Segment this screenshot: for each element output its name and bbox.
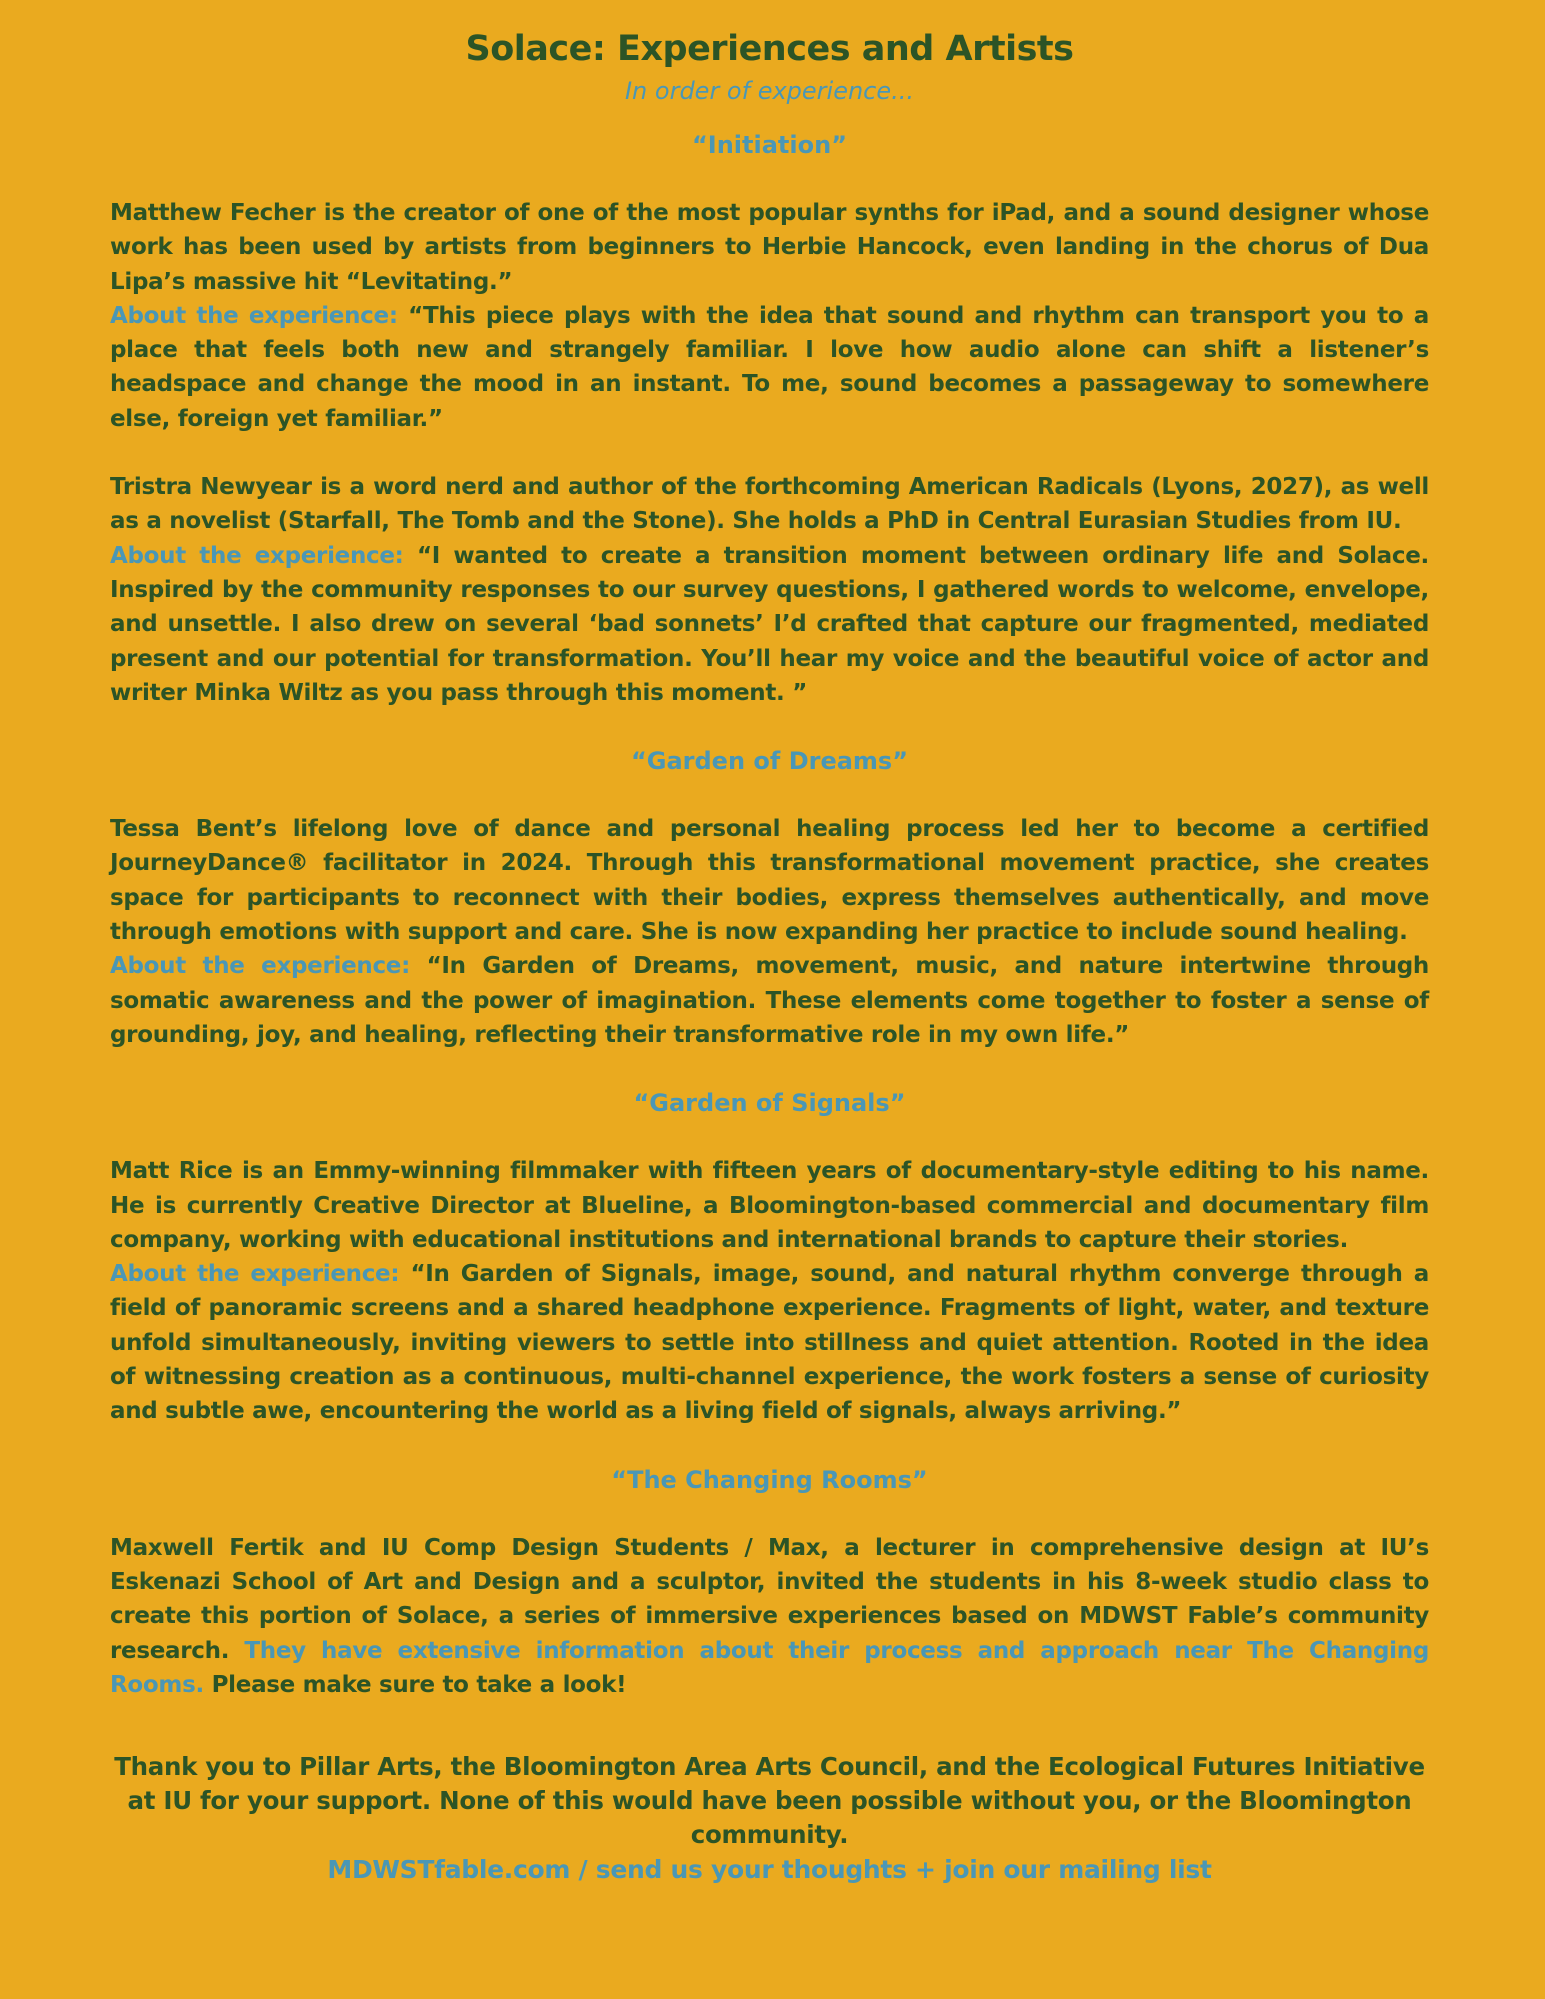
artist-bio-matt-rice (110, 1154, 1429, 1257)
artist-experience-matt-rice (110, 1257, 1429, 1428)
section-heading-initiation: “Initiation” (692, 131, 847, 159)
artist-experience-tristra-newyear (110, 539, 1429, 710)
artist-experience-tessa-bent (110, 949, 1429, 1052)
section-heading-garden-of-signals: “Garden of Signals” (633, 1089, 906, 1118)
bio-tail: Please make sure to take a look! (211, 1671, 627, 1698)
section-heading-changing-rooms: “The Changing Rooms” (611, 1465, 928, 1494)
experience-quote: “This piece plays with the idea that sound and rhythm can transport you to a place that feels both new and strangely familiar. I love how audio alone can shift a listener’s headspace and change the mood in an instant. To me, sound becomes a passageway to somewhere else, foreign yet familiar.” (110, 302, 1429, 432)
website-link[interactable]: MDWSTfable.com / send us your thoughts + join our mailing list (327, 1855, 1212, 1885)
changing-rooms-info-link: They have extensive information about their process and approach near The Changing Rooms. (110, 1637, 1429, 1698)
thanks-message: Thank you to Pillar Arts, the Bloomington Area Arts Council, and the Ecological Futures Initiative at IU for your support. None of this would have been possible without you, or the Bloomington community. (114, 1752, 1425, 1850)
artist-bio-tessa-bent (110, 812, 1429, 949)
experience-quote: “In Garden of Dreams, movement, music, and nature intertwine through somatic awareness and the power of imagination. These elements come together to foster a sense of grounding, joy, and healing, reflecting their transformative role in my own life.” (110, 953, 1430, 1048)
bio-text: Tristra Newyear is a word nerd and author of the forthcoming American Radicals (Lyons, 2027), as well as a novelist (Starfall, The Tomb and the Stone). She holds a PhD in Central Eurasian Studies from IU. (110, 474, 1429, 535)
section-heading-garden-of-dreams: “Garden of Dreams” (631, 747, 908, 776)
page-subtitle: In order of experience... (624, 77, 915, 105)
bio-text: Maxwell Fertik and IU Comp Design Students / Max, a lecturer in comprehensive design at IU’s Eskenazi School of Art and Design and a sculptor, invited the students in his 8-week studio class to create this portion of Solace, a series of immersive experiences based on MDWST Fable’s community research. (110, 1534, 1429, 1664)
about-experience-label: About the experience: (110, 953, 410, 980)
about-experience-label: About the experience: (110, 302, 398, 329)
page-title: Solace: Experiences and Artists (465, 29, 1074, 69)
bio-text: Matthew Fecher is the creator of one of the most popular synths for iPad, and a sound designer whose work has been used by artists from beginners to Herbie Hancock, even landing in the chorus of Dua Lipa’s massive hit “Levitating.” (110, 200, 1429, 295)
artist-bio-maxwell-fertik (110, 1531, 1429, 1702)
bio-text: Matt Rice is an Emmy-winning filmmaker with fifteen years of documentary-style editing to his name. He is currently Creative Director at Blueline, a Bloomington-based commercial and documentary film company, working with educational institutions and international brands to capture their stories. (110, 1158, 1429, 1253)
experience-quote: “I wanted to create a transition moment between ordinary life and Solace. Inspired by the community responses to our survey questions, I gathered words to welcome, envelope, and unsettle. I also drew on several ‘bad sonnets’ I’d crafted that capture our fragmented, mediated present and our potential for transformation. You’ll hear my voice and the beautiful voice of actor and writer Minka Wiltz as you pass through this moment. ” (110, 542, 1429, 706)
artist-experience-matthew-fecher (110, 299, 1429, 436)
about-experience-label: About the experience: (110, 542, 404, 569)
artist-bio-tristra-newyear (110, 470, 1429, 539)
artist-bio-matthew-fecher (110, 196, 1429, 299)
bio-text: Tessa Bent’s lifelong love of dance and personal healing process led her to become a certified JourneyDance® facilitator in 2024. Through this transformational movement practice, she creates space for participants to reconnect with their bodies, express themselves authentically, and move through emotions with support and care. She is now expanding her practice to include sound healing. (110, 816, 1429, 946)
about-experience-label: About the experience: (110, 1261, 400, 1288)
experience-quote: “In Garden of Signals, image, sound, and natural rhythm converge through a field of panoramic screens and a shared headphone experience. Fragments of light, water, and texture unfold simultaneously, inviting viewers to settle into stillness and quiet attention. Rooted in the idea of witnessing creation as a continuous, multi-channel experience, the work fosters a sense of curiosity and subtle awe, encountering the world as a living field of signals, always arriving.” (110, 1261, 1429, 1425)
